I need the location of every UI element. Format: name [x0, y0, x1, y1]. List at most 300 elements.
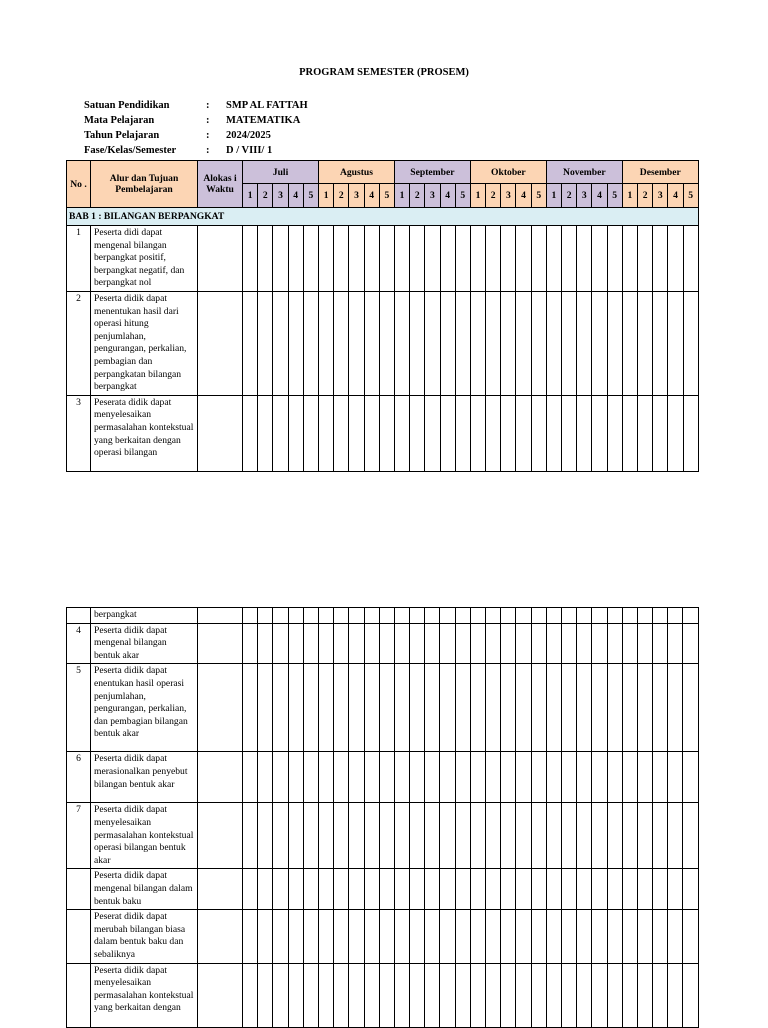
week-header: 5: [455, 184, 470, 208]
week-cell: [379, 803, 394, 869]
alokasi-cell: [198, 869, 243, 910]
alokasi-cell: [198, 803, 243, 869]
week-cell: [243, 608, 258, 624]
week-cell: [638, 226, 653, 292]
week-cell: [394, 963, 409, 1027]
week-cell: [516, 395, 531, 471]
info-separator: :: [206, 145, 210, 156]
week-cell: [607, 910, 622, 963]
week-cell: [486, 869, 501, 910]
week-cell: [470, 395, 485, 471]
week-cell: [501, 752, 516, 803]
month-header: Juli: [243, 161, 319, 184]
week-cell: [683, 803, 698, 869]
week-cell: [546, 910, 561, 963]
week-cell: [668, 226, 683, 292]
row-number: 7: [67, 803, 91, 869]
week-cell: [455, 226, 470, 292]
week-cell: [394, 395, 409, 471]
week-cell: [668, 608, 683, 624]
week-header: 5: [303, 184, 318, 208]
week-cell: [425, 803, 440, 869]
week-header: 2: [334, 184, 349, 208]
week-cell: [546, 752, 561, 803]
week-cell: [562, 395, 577, 471]
week-cell: [653, 752, 668, 803]
week-cell: [622, 752, 637, 803]
alokasi-cell: [198, 608, 243, 624]
week-cell: [561, 963, 576, 1027]
table-row: [67, 291, 699, 395]
week-cell: [531, 395, 546, 471]
week-cell: [288, 291, 303, 395]
week-cell: [592, 963, 607, 1027]
info-row-tahun: [84, 128, 308, 143]
week-cell: [531, 623, 546, 664]
row-number: [67, 910, 91, 963]
week-cell: [258, 664, 273, 752]
week-cell: [668, 803, 683, 869]
week-cell: [683, 910, 698, 963]
month-header: November: [546, 161, 622, 184]
week-cell: [592, 752, 607, 803]
week-cell: [683, 752, 698, 803]
learning-objective: Peserta didik dapat menentukan hasil dari operasi hitung penjumlahan, pengurangan, perkalian, pembagian dan perpangkatan bilangan berpangkat: [91, 291, 198, 395]
table-row: [67, 963, 699, 1027]
alokasi-cell: [198, 395, 243, 471]
info-separator: :: [206, 115, 210, 126]
week-cell: [622, 291, 637, 395]
info-row-fase: [84, 143, 308, 158]
week-cell: [637, 803, 652, 869]
week-cell: [364, 803, 379, 869]
info-value: SMP AL FATTAH: [226, 100, 308, 111]
week-cell: [683, 291, 698, 395]
week-cell: [592, 395, 607, 471]
info-separator: :: [206, 100, 210, 111]
week-cell: [288, 910, 303, 963]
week-cell: [349, 226, 364, 292]
week-cell: [561, 869, 576, 910]
week-cell: [470, 226, 485, 292]
week-cell: [531, 869, 546, 910]
week-cell: [653, 608, 668, 624]
week-cell: [364, 395, 379, 471]
week-cell: [683, 608, 698, 624]
info-label: Tahun Pelajaran: [84, 130, 160, 141]
week-cell: [394, 291, 409, 395]
week-cell: [531, 226, 546, 292]
week-cell: [622, 910, 637, 963]
week-header: 1: [394, 184, 409, 208]
week-header: 1: [470, 184, 485, 208]
row-number: 4: [67, 623, 91, 664]
week-cell: [516, 869, 531, 910]
month-header: September: [394, 161, 470, 184]
week-cell: [486, 803, 501, 869]
week-cell: [577, 291, 592, 395]
week-cell: [486, 752, 501, 803]
week-cell: [668, 752, 683, 803]
week-cell: [349, 395, 364, 471]
week-cell: [410, 226, 425, 292]
week-header: 3: [425, 184, 440, 208]
week-cell: [531, 910, 546, 963]
row-number: 6: [67, 752, 91, 803]
week-header: 1: [319, 184, 334, 208]
week-cell: [318, 623, 333, 664]
week-cell: [440, 869, 455, 910]
week-cell: [334, 910, 349, 963]
alokasi-cell: [198, 226, 243, 292]
week-cell: [288, 869, 303, 910]
week-cell: [349, 608, 364, 624]
week-cell: [440, 226, 455, 292]
week-cell: [622, 395, 637, 471]
table-row: [67, 226, 699, 292]
table-row: [67, 803, 699, 869]
week-cell: [516, 226, 531, 292]
week-header: 2: [486, 184, 501, 208]
week-cell: [303, 664, 318, 752]
week-header: 5: [531, 184, 546, 208]
week-cell: [501, 226, 516, 292]
week-cell: [379, 395, 394, 471]
week-cell: [531, 963, 546, 1027]
week-cell: [410, 752, 425, 803]
week-cell: [561, 608, 576, 624]
week-cell: [273, 803, 288, 869]
week-cell: [425, 910, 440, 963]
week-cell: [318, 664, 333, 752]
table-row: [67, 608, 699, 624]
alokasi-cell: [198, 752, 243, 803]
week-cell: [470, 752, 485, 803]
week-cell: [561, 803, 576, 869]
week-cell: [243, 291, 258, 395]
week-cell: [334, 608, 349, 624]
week-header: 2: [410, 184, 425, 208]
week-cell: [577, 869, 592, 910]
week-cell: [258, 803, 273, 869]
week-cell: [486, 395, 501, 471]
week-cell: [622, 623, 637, 664]
week-cell: [531, 608, 546, 624]
week-cell: [546, 803, 561, 869]
week-cell: [288, 395, 303, 471]
week-cell: [273, 752, 288, 803]
week-cell: [501, 623, 516, 664]
week-cell: [562, 291, 577, 395]
week-header: 1: [243, 184, 258, 208]
week-cell: [379, 752, 394, 803]
row-number: 2: [67, 291, 91, 395]
week-cell: [592, 608, 607, 624]
learning-objective: Peserta didik dapat enentukan hasil operasi penjumlahan, pengurangan, perkalian, dan pembagian bilangan bentuk akar: [91, 664, 198, 752]
week-header: 3: [501, 184, 516, 208]
week-cell: [243, 869, 258, 910]
week-cell: [288, 226, 303, 292]
learning-objective: Peserata didik dapat menyelesaikan permasalahan kontekstual yang berkaitan dengan operasi bilangan: [91, 395, 198, 471]
week-cell: [273, 226, 288, 292]
info-value: 2024/2025: [226, 130, 271, 141]
week-header: 1: [622, 184, 637, 208]
week-cell: [653, 291, 668, 395]
week-cell: [501, 608, 516, 624]
week-cell: [258, 291, 273, 395]
week-cell: [546, 395, 561, 471]
week-cell: [394, 869, 409, 910]
week-cell: [470, 291, 485, 395]
week-cell: [470, 608, 485, 624]
week-cell: [516, 623, 531, 664]
week-cell: [319, 291, 334, 395]
week-cell: [653, 226, 668, 292]
week-cell: [531, 752, 546, 803]
table-row: [67, 664, 699, 752]
learning-objective: Peserta didik dapat menyelesaikan permasalahan kontekstual yang berkaitan dengan: [91, 963, 198, 1027]
week-cell: [319, 226, 334, 292]
week-cell: [622, 963, 637, 1027]
row-number: [67, 608, 91, 624]
week-cell: [364, 291, 379, 395]
week-cell: [470, 623, 485, 664]
learning-objective: Peserta didik dapat merasionalkan penyebut bilangan bentuk akar: [91, 752, 198, 803]
month-header: Oktober: [470, 161, 546, 184]
week-header: 4: [668, 184, 683, 208]
week-cell: [273, 910, 288, 963]
week-cell: [577, 608, 592, 624]
week-cell: [668, 395, 683, 471]
week-cell: [349, 803, 364, 869]
week-cell: [637, 910, 652, 963]
info-label: Satuan Pendidikan: [84, 100, 170, 111]
week-header: 3: [349, 184, 364, 208]
week-cell: [668, 291, 683, 395]
week-cell: [577, 803, 592, 869]
week-cell: [334, 291, 349, 395]
week-cell: [470, 869, 485, 910]
week-cell: [243, 910, 258, 963]
week-cell: [258, 910, 273, 963]
week-cell: [440, 664, 455, 752]
week-cell: [394, 623, 409, 664]
week-cell: [607, 226, 622, 292]
week-cell: [440, 803, 455, 869]
week-cell: [683, 395, 698, 471]
week-cell: [546, 608, 561, 624]
header-no: No .: [67, 161, 91, 208]
week-cell: [318, 608, 333, 624]
table-row: [67, 869, 699, 910]
alokasi-cell: [198, 664, 243, 752]
week-cell: [607, 752, 622, 803]
week-cell: [501, 664, 516, 752]
week-header: 2: [562, 184, 577, 208]
week-cell: [455, 395, 470, 471]
week-cell: [288, 608, 303, 624]
alokasi-cell: [198, 291, 243, 395]
week-cell: [349, 664, 364, 752]
week-cell: [410, 910, 425, 963]
week-cell: [486, 226, 501, 292]
alokasi-cell: [198, 963, 243, 1027]
week-cell: [349, 963, 364, 1027]
week-cell: [622, 803, 637, 869]
week-cell: [319, 395, 334, 471]
week-cell: [425, 291, 440, 395]
week-cell: [243, 752, 258, 803]
week-cell: [622, 869, 637, 910]
week-cell: [531, 291, 546, 395]
week-cell: [561, 623, 576, 664]
week-cell: [243, 623, 258, 664]
week-cell: [334, 664, 349, 752]
week-cell: [379, 226, 394, 292]
week-cell: [258, 395, 273, 471]
week-cell: [334, 752, 349, 803]
week-cell: [243, 664, 258, 752]
info-separator: :: [206, 130, 210, 141]
week-cell: [425, 608, 440, 624]
week-cell: [455, 869, 470, 910]
week-cell: [243, 395, 258, 471]
header-alokasi: Alokas i Waktu: [198, 161, 243, 208]
week-cell: [410, 623, 425, 664]
week-header: 3: [653, 184, 668, 208]
learning-objective: Peserta didik dapat mengenal bilangan dalam bentuk baku: [91, 869, 198, 910]
week-cell: [607, 608, 622, 624]
week-cell: [425, 664, 440, 752]
week-cell: [546, 963, 561, 1027]
week-cell: [455, 803, 470, 869]
week-cell: [486, 291, 501, 395]
week-cell: [561, 910, 576, 963]
week-cell: [546, 869, 561, 910]
week-cell: [455, 963, 470, 1027]
table-row: [67, 395, 699, 471]
week-cell: [273, 623, 288, 664]
week-cell: [364, 869, 379, 910]
bab-title: BAB 1 : BILANGAN BERPANGKAT: [67, 208, 699, 226]
week-cell: [531, 803, 546, 869]
week-cell: [318, 910, 333, 963]
week-cell: [303, 623, 318, 664]
week-cell: [607, 664, 622, 752]
week-cell: [425, 752, 440, 803]
week-cell: [501, 291, 516, 395]
week-cell: [440, 291, 455, 395]
table-row: [67, 910, 699, 963]
week-header: 3: [273, 184, 288, 208]
row-number: 1: [67, 226, 91, 292]
week-cell: [303, 803, 318, 869]
week-header: 4: [440, 184, 455, 208]
week-cell: [334, 963, 349, 1027]
week-cell: [592, 664, 607, 752]
week-cell: [470, 963, 485, 1027]
week-cell: [364, 910, 379, 963]
week-cell: [334, 623, 349, 664]
week-cell: [349, 623, 364, 664]
week-cell: [364, 752, 379, 803]
week-cell: [364, 963, 379, 1027]
info-label: Mata Pelajaran: [84, 115, 155, 126]
week-cell: [683, 963, 698, 1027]
week-cell: [303, 226, 318, 292]
week-header: 4: [288, 184, 303, 208]
week-header: 2: [258, 184, 273, 208]
week-cell: [577, 752, 592, 803]
week-cell: [379, 910, 394, 963]
week-cell: [653, 869, 668, 910]
week-cell: [379, 291, 394, 395]
week-cell: [455, 623, 470, 664]
week-cell: [516, 910, 531, 963]
week-cell: [455, 664, 470, 752]
week-cell: [668, 910, 683, 963]
week-cell: [561, 752, 576, 803]
week-cell: [516, 752, 531, 803]
week-cell: [637, 664, 652, 752]
week-cell: [516, 664, 531, 752]
week-cell: [334, 226, 349, 292]
week-cell: [653, 395, 668, 471]
week-cell: [318, 752, 333, 803]
week-cell: [318, 963, 333, 1027]
week-cell: [622, 608, 637, 624]
week-cell: [531, 664, 546, 752]
week-cell: [592, 910, 607, 963]
info-label: Fase/Kelas/Semester: [84, 145, 177, 156]
week-cell: [486, 963, 501, 1027]
week-cell: [334, 869, 349, 910]
week-cell: [364, 226, 379, 292]
week-cell: [258, 226, 273, 292]
week-cell: [243, 963, 258, 1027]
week-cell: [683, 623, 698, 664]
info-row-mapel: [84, 113, 308, 128]
row-number: 5: [67, 664, 91, 752]
week-cell: [364, 664, 379, 752]
week-cell: [592, 803, 607, 869]
info-row-satuan: [84, 98, 308, 113]
week-header: 2: [638, 184, 653, 208]
week-cell: [486, 623, 501, 664]
week-cell: [364, 623, 379, 664]
week-cell: [349, 752, 364, 803]
week-cell: [592, 291, 607, 395]
week-cell: [425, 869, 440, 910]
week-cell: [561, 664, 576, 752]
week-cell: [394, 752, 409, 803]
week-cell: [501, 910, 516, 963]
week-cell: [394, 803, 409, 869]
week-header: 4: [516, 184, 531, 208]
week-cell: [364, 608, 379, 624]
week-cell: [379, 869, 394, 910]
week-cell: [455, 608, 470, 624]
week-cell: [683, 869, 698, 910]
week-cell: [394, 226, 409, 292]
week-cell: [486, 664, 501, 752]
week-cell: [562, 226, 577, 292]
identity-block: [84, 98, 308, 158]
week-cell: [288, 963, 303, 1027]
week-cell: [638, 395, 653, 471]
week-cell: [546, 226, 561, 292]
week-cell: [516, 803, 531, 869]
